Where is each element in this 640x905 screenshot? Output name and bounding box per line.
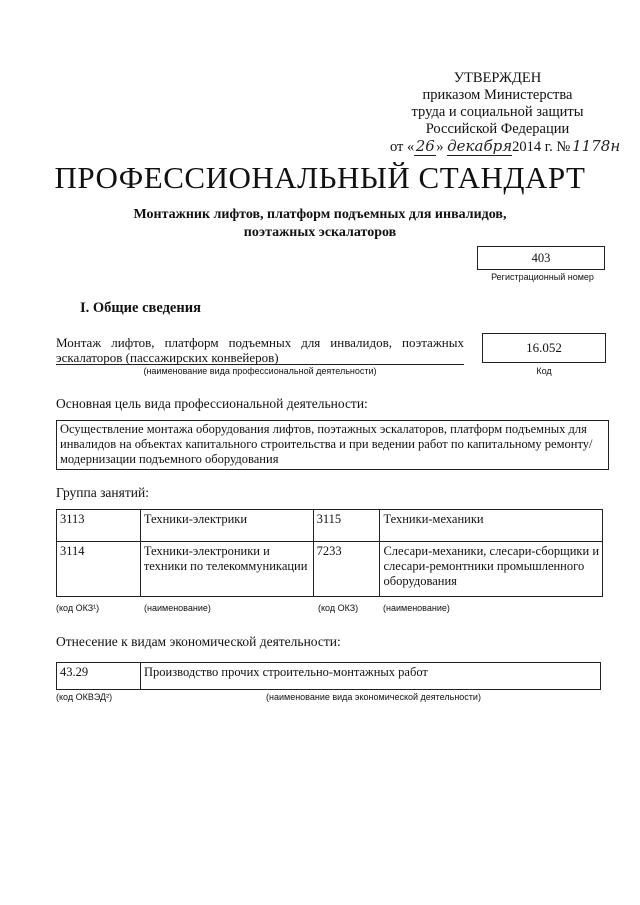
activity-name-caption: (наименование вида профессиональной деятельности) bbox=[143, 366, 377, 376]
date-year: 2014 г. № bbox=[512, 139, 571, 155]
okz-code-caption-2: (код ОКЗ) bbox=[318, 603, 359, 613]
okved-code-caption: (код ОКВЭД²) bbox=[56, 692, 113, 702]
table-row bbox=[57, 510, 603, 542]
activity-code-caption: Код bbox=[536, 366, 552, 376]
economic-activity-name-caption: (наименование вида экономической деятельности) bbox=[266, 692, 481, 702]
table-row bbox=[57, 542, 603, 597]
approval-country-line: Российской Федерации bbox=[425, 121, 570, 137]
registration-number-box: 403 bbox=[477, 246, 605, 270]
economic-activity-label: Отнесение к видам экономической деятельности: bbox=[56, 634, 341, 649]
page-title: ПРОФЕССИОНАЛЬНЫЙ СТАНДАРТ bbox=[54, 160, 586, 195]
occupation-name-cell: Техники-электрики bbox=[140, 510, 313, 542]
handwritten-month: декабря bbox=[447, 137, 513, 155]
okz-code-cell: 3113 bbox=[57, 510, 141, 542]
registration-number-label: Регистрационный номер bbox=[491, 272, 594, 282]
approval-title: УТВЕРЖДЕН bbox=[453, 70, 542, 86]
occupation-name-cell: Техники-электроники и техники по телекоммуникации bbox=[140, 542, 313, 597]
okz-code-caption: (код ОКЗ¹) bbox=[56, 603, 100, 613]
occupation-name-caption: (наименование) bbox=[144, 603, 211, 613]
handwritten-day: 26 bbox=[415, 137, 435, 155]
economic-activity-table bbox=[56, 662, 601, 690]
date-prefix: от « bbox=[390, 139, 415, 155]
table-row bbox=[57, 663, 601, 690]
okz-code-cell: 7233 bbox=[313, 542, 380, 597]
occupation-name-cell: Слесари-механики, слесари-сборщики и слесари-ремонтники промышленного оборудования bbox=[380, 542, 603, 597]
activity-code-box: 16.052 bbox=[482, 333, 606, 363]
standard-name-line2: поэтажных эскалаторов bbox=[243, 225, 397, 240]
economic-activity-name-cell: Производство прочих строительно-монтажных работ bbox=[141, 663, 601, 690]
approval-block bbox=[390, 70, 621, 156]
handwritten-order-number: 1178н bbox=[572, 137, 621, 155]
goal-text-box: Осуществление монтажа оборудования лифтов, поэтажных эскалаторов, платформ подъемных для инвалидов на объектах капитального строительства и при ведении работ по капитальному ремонту/модернизации подъемного оборудования bbox=[56, 420, 609, 470]
activity-underline bbox=[56, 364, 464, 365]
occupation-group-label: Группа занятий: bbox=[56, 485, 149, 500]
activity-name: Монтаж лифтов, платформ подъемных для инвалидов, поэтажных эскалаторов (пассажирских конвейеров) bbox=[56, 335, 464, 365]
approval-order-line: приказом Министерства bbox=[422, 87, 573, 103]
section-heading: I. Общие сведения bbox=[80, 300, 201, 316]
approval-ministry-line: труда и социальной защиты bbox=[411, 104, 584, 120]
goal-label: Основная цель вида профессиональной деятельности: bbox=[56, 396, 368, 411]
occupation-name-cell: Техники-механики bbox=[380, 510, 603, 542]
occupation-table bbox=[56, 509, 603, 597]
occupation-name-caption-2: (наименование) bbox=[383, 603, 450, 613]
okved-code-cell: 43.29 bbox=[57, 663, 141, 690]
date-quote-close: » bbox=[436, 139, 444, 155]
standard-name bbox=[40, 206, 600, 242]
okz-code-cell: 3115 bbox=[313, 510, 380, 542]
okz-code-cell: 3114 bbox=[57, 542, 141, 597]
standard-name-line1: Монтажник лифтов, платформ подъемных для инвалидов, bbox=[133, 207, 507, 222]
approval-date-line bbox=[390, 137, 621, 156]
